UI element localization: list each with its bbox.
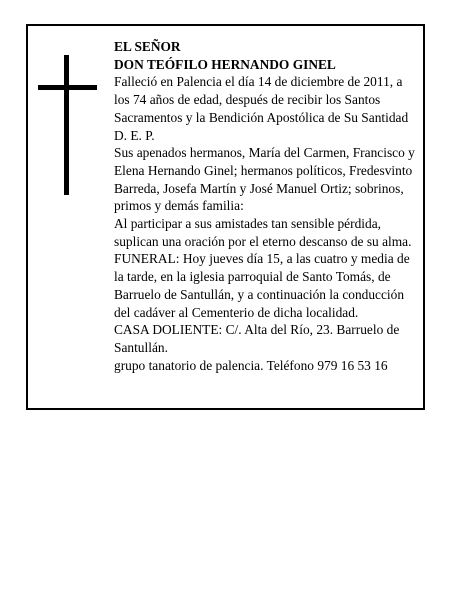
- prayer-request-paragraph: Al participar a sus amistades tan sensible pérdida, suplican una oración por el eterno descanso de su alma.: [114, 216, 412, 249]
- death-announcement-paragraph: Falleció en Palencia el día 14 de diciembre de 2011, a los 74 años de edad, después de recibir los Santos Sacramentos y la Bendición Apostólica de Su Santidad D. E. P.: [114, 74, 409, 143]
- mourning-house-paragraph: CASA DOLIENTE: C/. Alta del Río, 23. Barruelo de Santullán.: [114, 322, 400, 355]
- heading-title: EL SEÑOR: [114, 39, 181, 54]
- funeral-home-contact: grupo tanatorio de palencia. Teléfono 979 16 53 16: [114, 357, 388, 373]
- funeral-details-paragraph: FUNERAL: Hoy jueves día 15, a las cuatro y media de la tarde, en la iglesia parroquial de Santo Tomás, de Barruelo de Santullán, y a continuación la conducción del cadáver al Cementerio de dicha localidad.: [114, 251, 410, 320]
- deceased-name: DON TEÓFILO HERNANDO GINEL: [114, 56, 336, 72]
- cross-icon-vertical-bar: [64, 55, 69, 195]
- cross-icon-horizontal-bar: [38, 85, 97, 90]
- obituary-text: [114, 38, 420, 374]
- family-paragraph: Sus apenados hermanos, María del Carmen, Francisco y Elena Hernando Ginel; hermanos políticos, Fredesvinto Barreda, Josefa Martín y José Manuel Ortiz; sobrinos, primos y demás familia:: [114, 145, 415, 214]
